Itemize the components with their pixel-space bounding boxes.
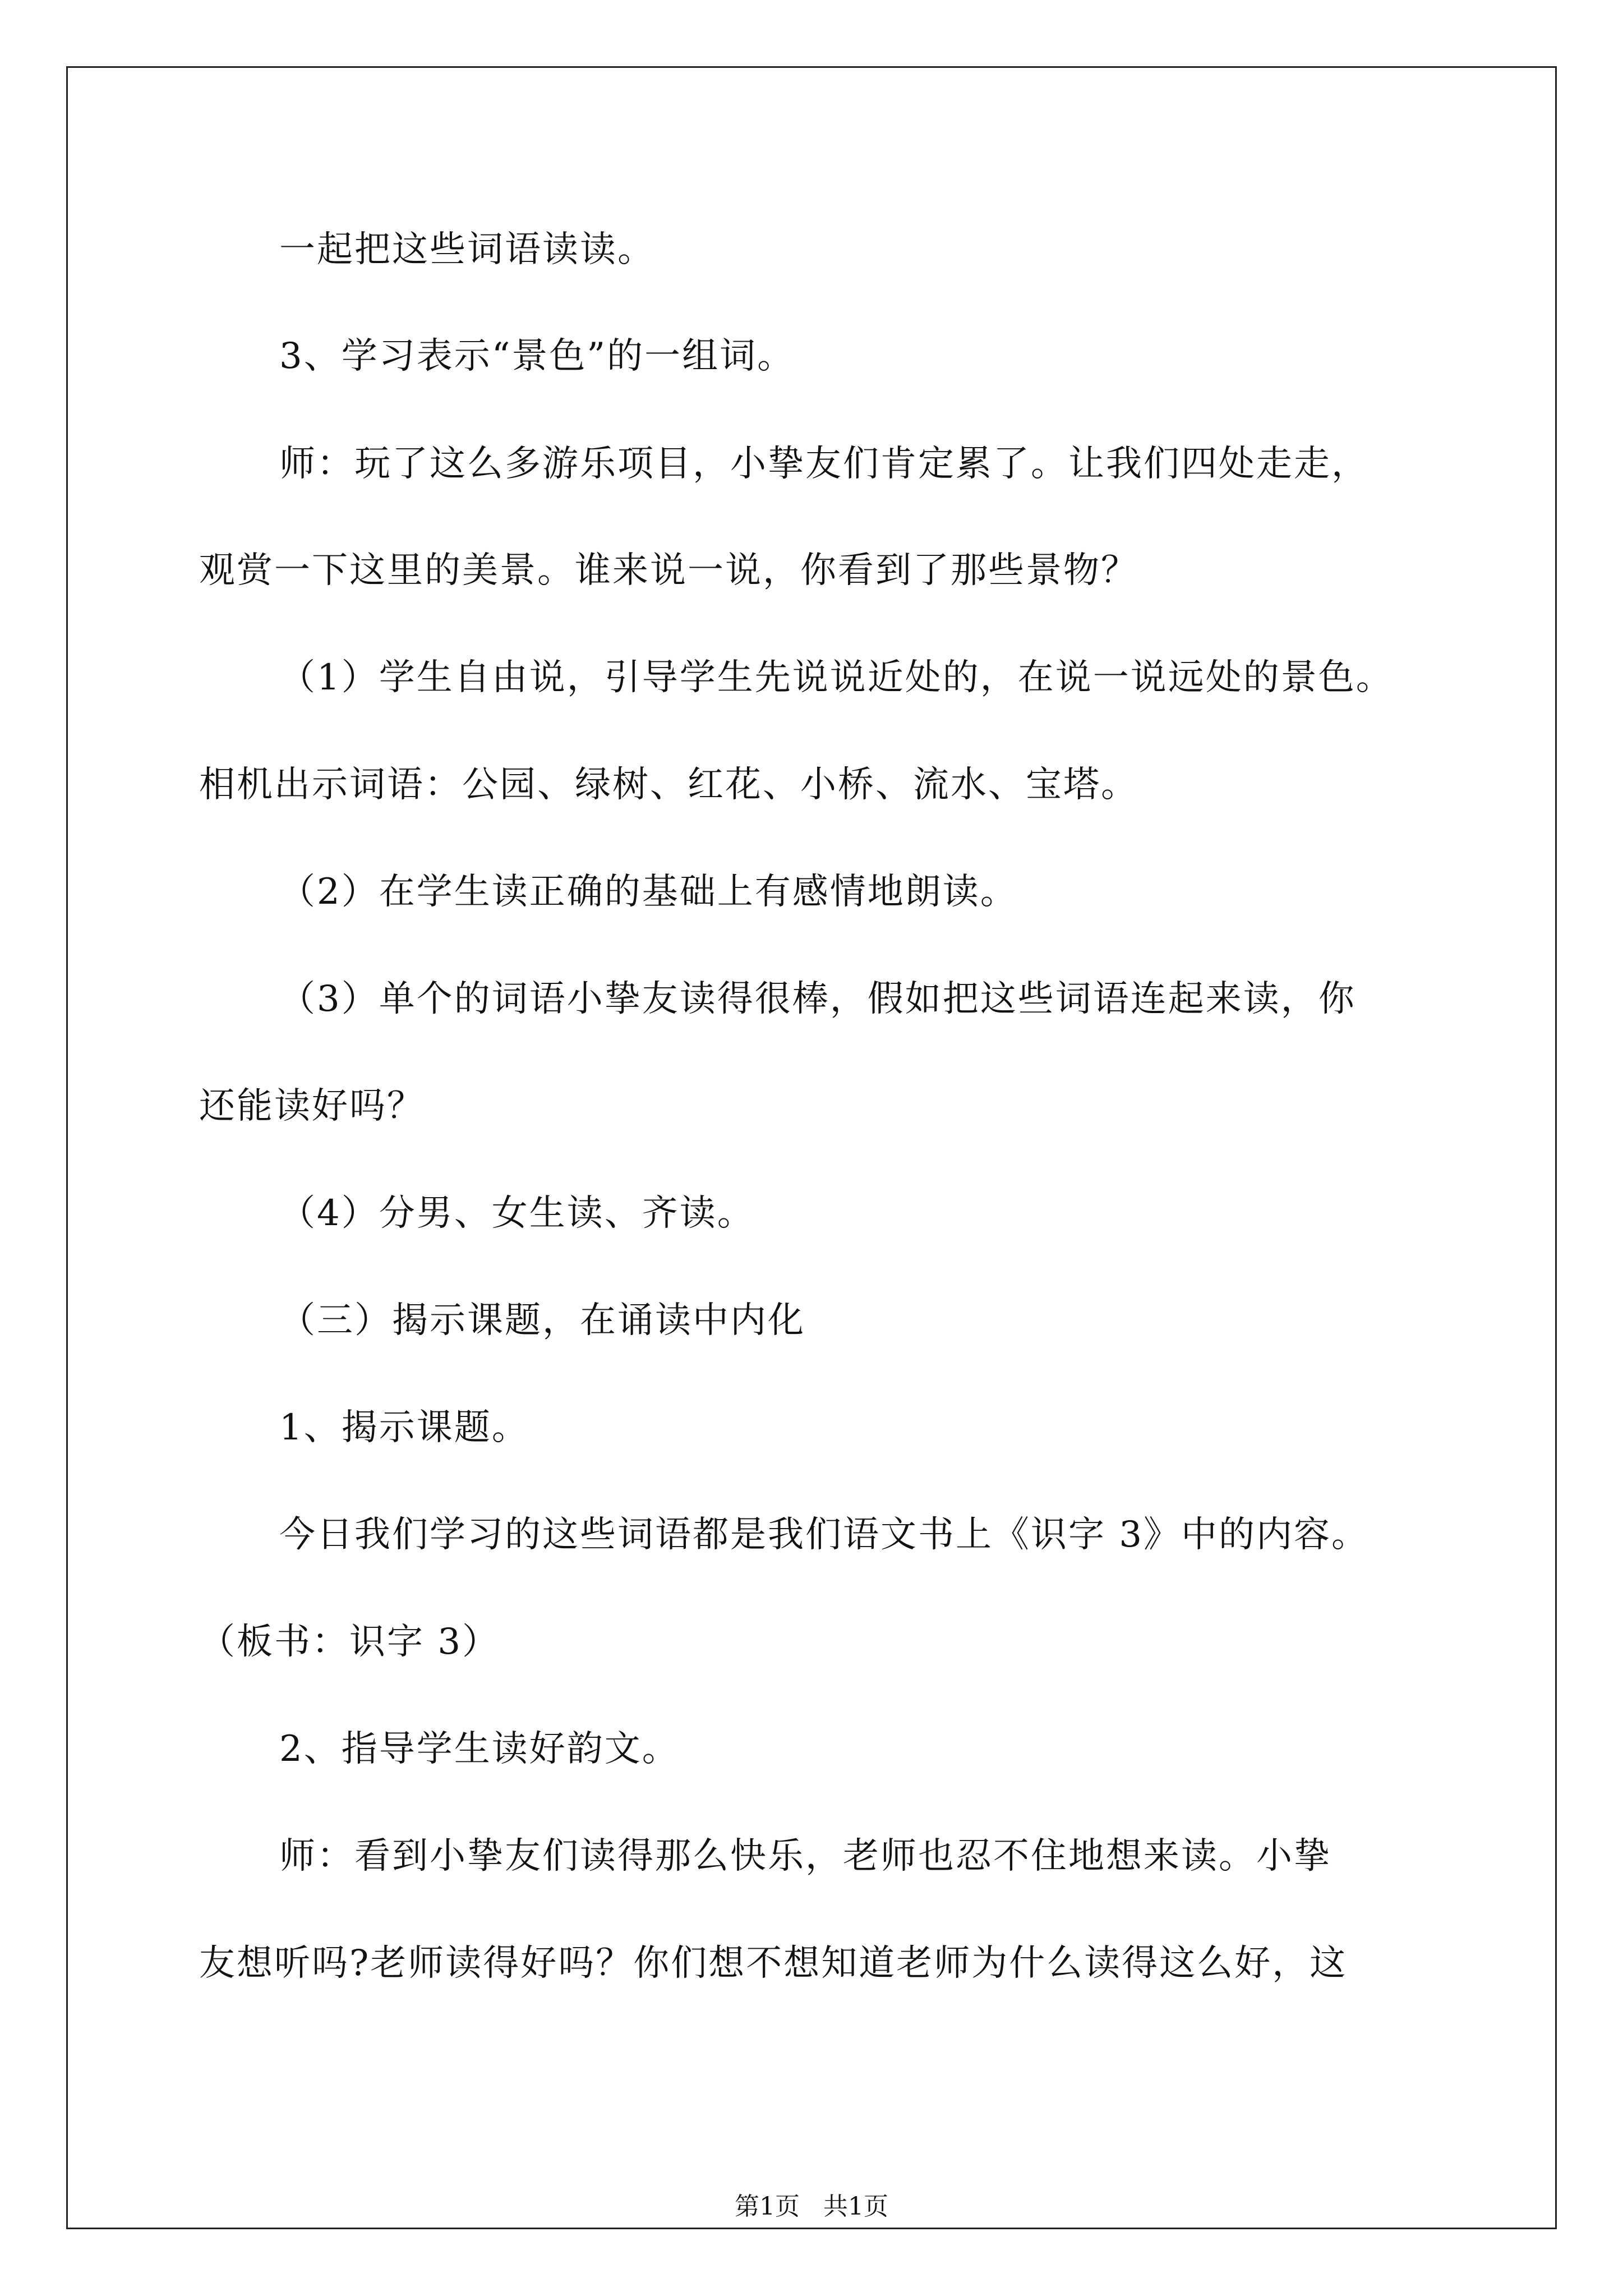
- section-heading-three: （三）揭示课题，在诵读中内化: [279, 1300, 805, 1341]
- body-line-lesson: 今日我们学习的这些词语都是我们语文书上《识字 3》中的内容。: [279, 1514, 1370, 1556]
- body-line-teacher-1-cont: 观赏一下这里的美景。谁来说一说，你看到了那些景物？: [199, 550, 1138, 591]
- body-line-step-4: （4）分男、女生读、齐读。: [279, 1193, 755, 1234]
- body-line-teacher-2-cont: 友想听吗?老师读得好吗？你们想不想知道老师为什么读得这么好，这: [199, 1943, 1348, 1984]
- body-line-teacher-1: 师：玩了这么多游乐项目，小挚友们肯定累了。让我们四处走走，: [279, 443, 1369, 485]
- body-line-step-1: （1）学生自由说，引导学生先说说近处的，在说一说远处的景色。: [279, 657, 1394, 698]
- subheading-2: 2、指导学生读好韵文。: [279, 1728, 680, 1770]
- page-number: 第1页: [735, 2192, 800, 2221]
- page-footer: [0, 2194, 1623, 2219]
- page-total: 共1页: [823, 2192, 888, 2221]
- page-border: [66, 66, 1557, 2229]
- body-line-teacher-2: 师：看到小挚友们读得那么快乐，老师也忍不住地想来读。小挚: [279, 1835, 1331, 1877]
- body-line-step-2: （2）在学生读正确的基础上有感情地朗读。: [279, 871, 1018, 913]
- body-line-board-note: （板书：识字 3）: [199, 1621, 500, 1663]
- section-heading-3: 3、学习表示“景色”的一组词。: [279, 335, 795, 377]
- body-line-1: 一起把这些词语读读。: [279, 229, 655, 270]
- body-line-step-3-cont: 还能读好吗？: [199, 1085, 425, 1127]
- subheading-1: 1、揭示课题。: [279, 1407, 529, 1448]
- body-line-step-1-cont: 相机出示词语：公园、绿树、红花、小桥、流水、宝塔。: [199, 764, 1138, 806]
- body-line-step-3: （3）单个的词语小挚友读得很棒，假如把这些词语连起来读，你: [279, 978, 1356, 1020]
